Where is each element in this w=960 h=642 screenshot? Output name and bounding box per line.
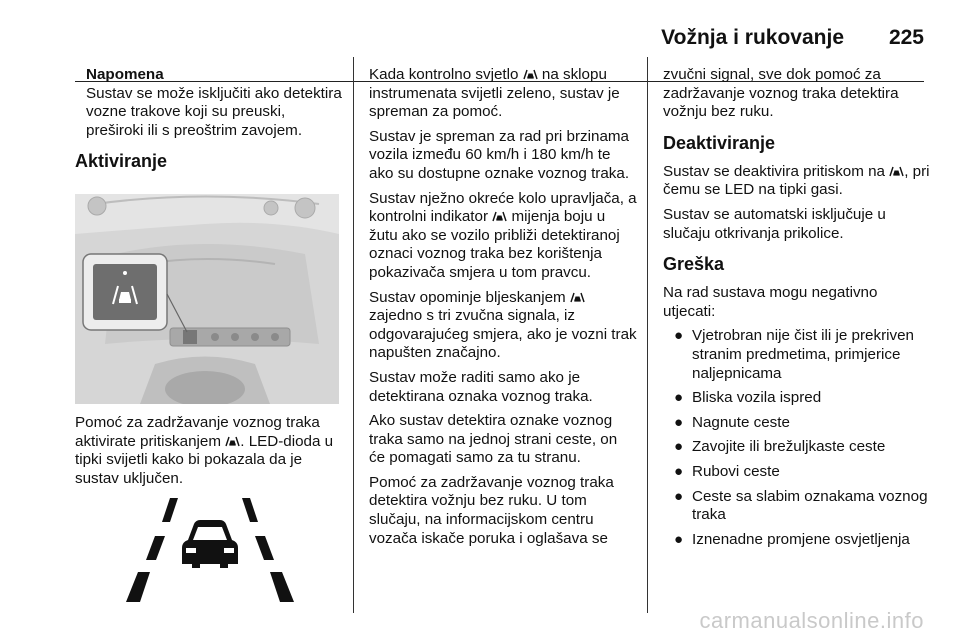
paragraph: zvučni signal, sve dok pomoć za zadržavanje voznog traka detektira vožnju bez ruku.	[663, 66, 899, 121]
watermark: carmanualsonline.info	[699, 608, 924, 633]
column-divider	[647, 57, 648, 613]
column-2	[369, 66, 637, 554]
paragraph: Ako sustav detektira oznake voznog traka samo na jednoj strani ceste, on će pomagati samo za tu stranu.	[369, 412, 618, 467]
lane-keep-icon	[889, 165, 904, 177]
list-item: ● Bliska vozila ispred	[674, 389, 822, 407]
heading-activation: Aktiviranje	[75, 151, 168, 172]
lane-keep-icon	[570, 291, 585, 303]
heading-fault: Greška	[663, 254, 725, 275]
list-item: ● Ceste sa slabim oznakama voznog traka	[674, 487, 928, 524]
lane-keep-icon	[523, 68, 538, 80]
column-1-lower	[75, 414, 343, 494]
section-title: Vožnja i rukovanje	[661, 26, 844, 49]
paragraph: Sustav se deaktivira pritiskom na , pri čemu se LED na tipki gasi.	[663, 162, 930, 199]
activation-paragraph: Pomoć za zadržavanje voznog traka aktivirate pritiskanjem . LED-dioda u tipki svijetli kako bi pokazala da je sustav uključen.	[75, 414, 334, 487]
paragraph: Sustav nježno okreće kolo upravljača, a kontrolni indikator mijenja boju u žutu ako se vozilo približi detektiranoj oznaci voznog traka bez korištenja pokazivača smjera u tom pravcu.	[369, 189, 637, 281]
page-header	[0, 26, 960, 56]
paragraph: Pomoć za zadržavanje voznog traka detektira vožnju bez ruku. U tom slučaju, na informacijskom centru vozača iskače poruka i oglašava se	[369, 473, 614, 547]
list-item: ● Nagnute ceste	[674, 413, 790, 431]
fault-list	[663, 327, 931, 549]
list-item: ● Vjetrobran nije čist ili je prekriven stranim predmetima, primjerice naljepnicama	[674, 327, 914, 382]
list-item: ● Zavojite ili brežuljkaste ceste	[674, 438, 886, 456]
column-3	[663, 66, 931, 555]
heading-deactivation: Deaktiviranje	[663, 132, 776, 153]
paragraph: Sustav može raditi samo ako je detektirana oznaka voznog traka.	[369, 368, 593, 405]
paragraph: Sustav je spreman za rad pri brzinama vozila između 60 km/h i 180 km/h te ako su dostupne oznake voznog traka.	[369, 127, 630, 182]
lane-keep-icon	[492, 210, 507, 222]
list-item: ● Rubovi ceste	[674, 462, 780, 480]
note-text: Sustav se može isključiti ako detektira vozne trakove koji su preuski, preširoki ili s preoštrim zavojem.	[86, 84, 342, 139]
list-item: ● Iznenadne promjene osvjetljenja	[674, 530, 910, 548]
column-1	[75, 66, 343, 181]
paragraph: Sustav se automatski isključuje u slučaju otkrivanja prikolice.	[663, 205, 886, 242]
lane-keep-icon	[225, 435, 240, 447]
paragraph: Na rad sustava mogu negativno utjecati:	[663, 284, 878, 320]
note-title: Napomena	[86, 66, 164, 83]
column-divider	[353, 57, 354, 613]
paragraph: Sustav opominje bljeskanjem zajedno s tri zvučna signala, iz odgovarajućeg smjera, ako je vozni trak napušten značajno.	[369, 288, 637, 362]
page-number: 225	[888, 26, 924, 49]
paragraph: Kada kontrolno svjetlo na sklopu instrumenata svijetli zeleno, sustav je spreman za pomoć.	[369, 66, 620, 121]
lane-departure-graphic	[120, 498, 300, 606]
console-photo	[75, 194, 339, 404]
